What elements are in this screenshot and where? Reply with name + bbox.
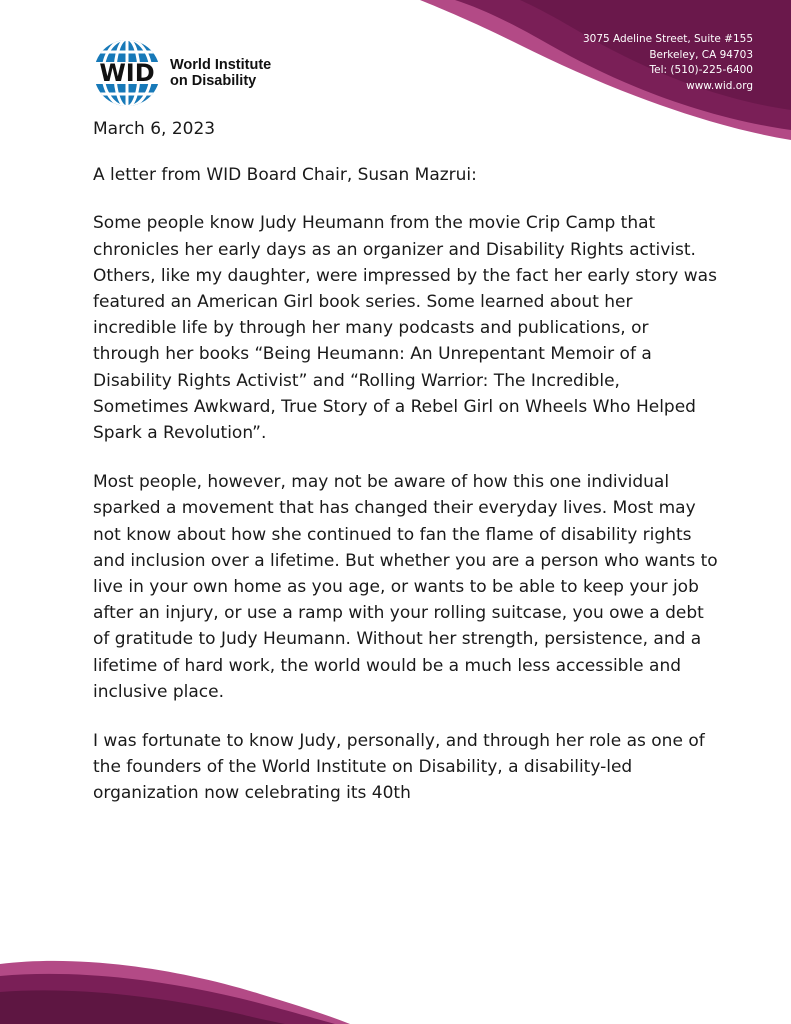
letter-date: March 6, 2023	[93, 119, 216, 139]
letter-paragraph-2: Most people, however, may not be aware of how this one individual sparked a movement that has changed their everyday lives. Most may not know about how she continued to fan the flame of disability rights and inclusion over a lifetime. But whether you are a person who wants to live in your own home as you age, or wants to be able to keep your job after an injury, or use a ramp with your rolling suitcase, you owe a debt of gratitude to Judy Heumann. Without her strength, persistence, and a lifetime of hard work, the world would be a much less accessible and inclusive place.	[93, 472, 718, 702]
footer-swoosh-decoration	[0, 934, 791, 1024]
organization-name-line2: on Disability	[170, 73, 257, 89]
organization-name-line1: World Institute	[170, 57, 272, 73]
organization-name	[170, 57, 271, 89]
wid-logo	[92, 38, 271, 108]
letter-body	[93, 116, 718, 830]
letter-paragraph-1: Some people know Judy Heumann from the movie Crip Camp that chronicles her early days as an organizer and Disability Rights activist. Others, like my daughter, were impressed by the fact her early story was featured an American Girl book series. Some learned about her incredible life by through her many podcasts and publications, or through her books “Being Heumann: An Unrepentant Memoir of a Disability Rights Activist” and “Rolling Warrior: The Incredible, Sometimes Awkward, True Story of a Rebel Girl on Wheels Who Helped Spark a Revolution”.	[93, 213, 717, 444]
letter-paragraph-3: I was fortunate to know Judy, personally, and through her role as one of the founders of the World Institute on Disability, a disability-led organization now celebrating its 40th	[93, 731, 705, 804]
address-city: Berkeley, CA 94703	[649, 48, 753, 61]
letter-intro: A letter from WID Board Chair, Susan Mazrui:	[93, 165, 477, 186]
address-website: www.wid.org	[686, 79, 753, 92]
address-phone: Tel: (510)-225-6400	[649, 64, 753, 76]
globe-logo-mark	[92, 38, 162, 108]
logo-letters: WID	[99, 59, 155, 87]
address-block	[583, 32, 753, 94]
address-street: 3075 Adeline Street, Suite #155	[582, 33, 753, 45]
